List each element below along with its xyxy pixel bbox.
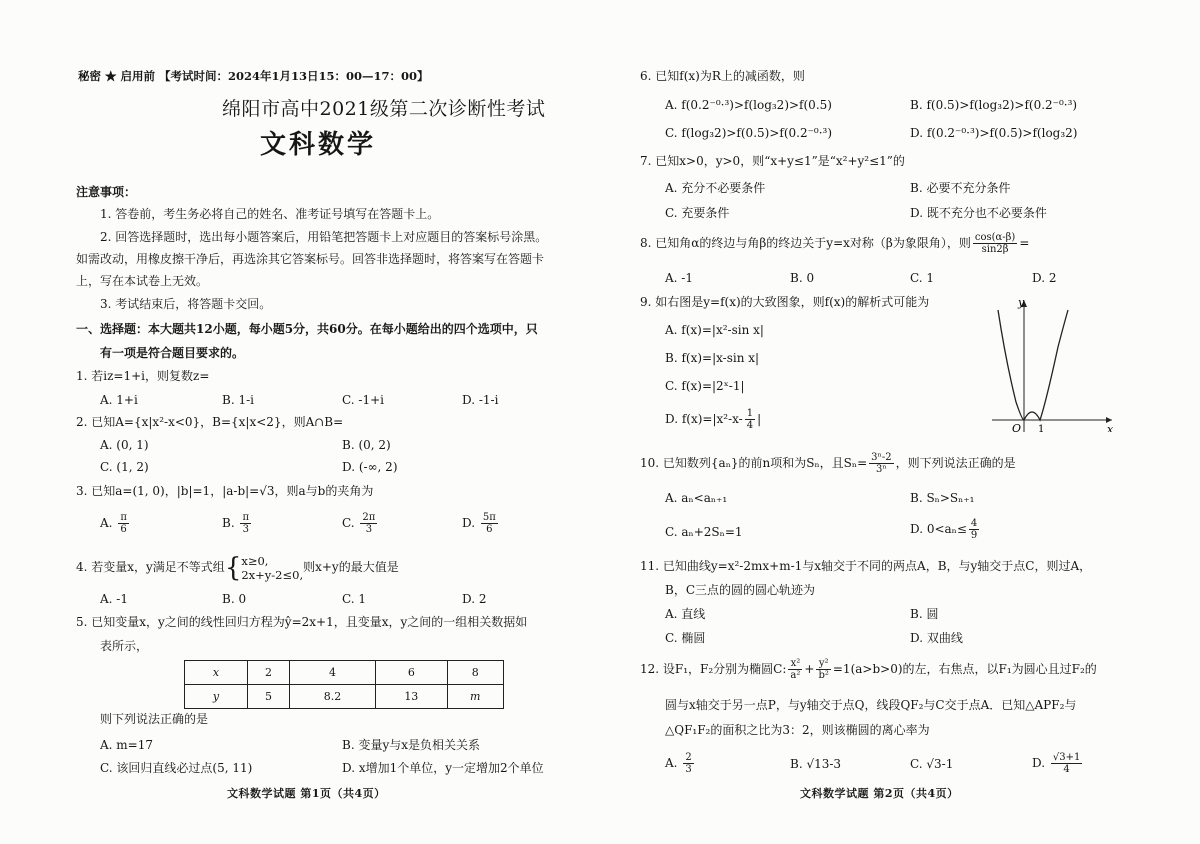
q1-stem: 1. 若iz=1+i，则复数z= <box>76 369 210 383</box>
fraction: $\frac{\pi}{6}$ <box>120 512 127 535</box>
tick-label-one: 1 <box>1038 424 1045 432</box>
q4-option-c: C. 1 <box>342 592 367 606</box>
table-cell: 8 <box>447 661 503 685</box>
q7-stem: 7. 已知x>0，y>0，则“x+y≤1”是“x²+y²≤1”的 <box>640 154 905 168</box>
table-cell: 8.2 <box>290 685 376 709</box>
page-footer: 文科数学试题 第2页（共4页） <box>800 787 959 800</box>
q3-option-c: C. $\frac{2\pi}{3}$ <box>342 512 376 535</box>
q5-stem: 5. 已知变量x，y之间的线性回归方程为ŷ=2x+1，且变量x，y之间的一组相关数据如 <box>76 615 528 629</box>
q7-option-c: C. 充要条件 <box>665 206 730 220</box>
table-cell: 13 <box>376 685 447 709</box>
q10-option-b: B. Sₙ>Sₙ₊₁ <box>910 491 975 505</box>
q5-stem-cont: 表所示， <box>100 639 149 653</box>
table-cell: 4 <box>290 661 376 685</box>
q7-option-a: A. 充分不必要条件 <box>665 181 766 195</box>
q12-option-c: C. √3-1 <box>910 757 954 771</box>
table-cell: y <box>185 685 248 709</box>
fraction: $\frac{\text{y²}}{\text{b²}}$ <box>818 658 829 681</box>
notice-line: 如需改动，用橡皮擦干净后，再选涂其它答案标号。回答非选择题时，将答案写在答题卡 <box>76 252 545 266</box>
q9-option-b: B. f(x)=|x-sin x| <box>665 351 760 365</box>
section-heading-cont: 有一项是符合题目要求的。 <box>100 346 245 360</box>
left-page <box>70 0 550 844</box>
q3-option-b: B. $\frac{\pi}{3}$ <box>222 512 250 535</box>
q3-option-a: A. $\frac{\pi}{6}$ <box>100 512 127 535</box>
secret-header: 秘密 ★ 启用前 【考试时间：2024年1月13日15：00—17：00】 <box>78 69 429 83</box>
fraction: $\frac{2\pi}{3}$ <box>362 512 376 535</box>
q11-option-d: D. 双曲线 <box>910 631 963 645</box>
curve <box>998 310 1068 420</box>
fraction: $\frac{4}{9}$ <box>970 518 978 541</box>
q10-stem: 10. 已知数列{aₙ}的前n项和为Sₙ，且Sₙ= $\frac{\text{3ⁿ-2}}{\text{3ⁿ}}$ ，则下列说法正确的是 <box>640 452 1016 475</box>
notice-line: 上，写在本试卷上无效。 <box>76 274 209 288</box>
table-cell: 6 <box>376 661 447 685</box>
page-footer: 文科数学试题 第1页（共4页） <box>227 787 386 800</box>
table-cell: 2 <box>248 661 290 685</box>
q9-option-a: A. f(x)=|x²-sin x| <box>665 323 764 337</box>
q8-option-b: B. 0 <box>790 271 815 285</box>
q4-option-d: D. 2 <box>462 592 487 606</box>
fraction: $\frac{5\pi}{6}$ <box>482 512 496 535</box>
notice-line: 3. 考试结束后，将答题卡交回。 <box>100 297 272 311</box>
q6-option-c: C. f(log₃2)>f(0.5)>f(0.2⁻⁰·³) <box>665 126 833 140</box>
q10-option-d: D. 0<aₙ≤ $\frac{4}{9}$ <box>910 518 978 541</box>
notice-line: 2. 回答选择题时，选出每小题答案后，用铅笔把答题卡上对应题目的答案标号涂黑。 <box>100 230 548 244</box>
q6-option-b: B. f(0.5)>f(log₃2)>f(0.2⁻⁰·³) <box>910 98 1078 112</box>
q8-stem: 8. 已知角α的终边与角β的终边关于y=x对称（β为象限角），则 $\frac{\cos(\alpha-\beta)}{\sin 2\beta}$ = <box>640 232 1030 255</box>
q10-option-c: C. aₙ+2Sₙ=1 <box>665 525 743 539</box>
x-axis-label: x <box>1107 423 1114 432</box>
q5-data-table <box>184 660 504 709</box>
y-axis-label: y <box>1018 296 1025 309</box>
q2-stem: 2. 已知A={x|x²-x<0}，B={x|x<2}，则A∩B= <box>76 415 344 429</box>
q2-option-d: D. (-∞, 2) <box>342 460 398 474</box>
notice-line: 1. 答卷前，考生务必将自己的姓名、准考证号填写在答题卡上。 <box>100 207 440 221</box>
q5-option-d: D. x增加1个单位，y一定增加2个单位 <box>342 761 544 775</box>
q12-stem-cont: 圆与x轴交于另一点P，与y轴交于点Q，线段QF₂与C交于点A．已知△APF₂与 <box>665 698 1077 712</box>
q1-option-a: A. 1+i <box>100 393 138 407</box>
q12-stem-question: △QF₁F₂的面积之比为3：2，则该椭圆的离心率为 <box>665 723 930 737</box>
q3-option-d: D. $\frac{5\pi}{6}$ <box>462 512 496 535</box>
q1-option-b: B. 1-i <box>222 393 254 407</box>
q4-option-b: B. 0 <box>222 592 247 606</box>
q12-option-b: B. √13-3 <box>790 757 842 771</box>
right-page <box>640 0 1114 844</box>
q11-option-c: C. 椭圆 <box>665 631 706 645</box>
fraction: $\frac{√3+1}{4}$ <box>1052 752 1081 775</box>
q11-stem-cont: B，C三点的圆的圆心轨迹为 <box>665 583 816 597</box>
q2-option-c: C. (1, 2) <box>100 460 149 474</box>
q1-option-d: D. -1-i <box>462 393 499 407</box>
q6-option-d: D. f(0.2⁻⁰·³)>f(0.5)>f(log₃2) <box>910 126 1078 140</box>
fraction: $\frac{\text{3ⁿ-2}}{\text{3ⁿ}}$ <box>871 452 892 475</box>
table-cell: m <box>447 685 503 709</box>
q7-option-d: D. 既不充分也不必要条件 <box>910 206 1047 220</box>
q6-option-a: A. f(0.2⁻⁰·³)>f(log₃2)>f(0.5) <box>665 98 832 112</box>
q12-option-d: D. $\frac{√3+1}{4}$ <box>1032 752 1081 775</box>
q11-option-b: B. 圆 <box>910 607 939 621</box>
section-heading: 一、选择题：本大题共12小题，每小题5分，共60分。在每小题给出的四个选项中，只 <box>76 322 538 336</box>
q4-stem: 4. 若变量x，y满足不等式组{ x≥0, 2x+y-2≤0, 则x+y的最大值是 <box>76 552 399 583</box>
table-row <box>185 661 504 685</box>
fraction: $\frac{1}{4}$ <box>746 408 754 431</box>
q10-option-a: A. aₙ<aₙ₊₁ <box>665 491 728 505</box>
q5-stem-question: 则下列说法正确的是 <box>100 712 209 726</box>
q8-option-c: C. 1 <box>910 271 935 285</box>
q6-stem: 6. 已知f(x)为R上的减函数，则 <box>640 69 805 83</box>
q5-option-c: C. 该回归直线必过点(5, 11) <box>100 761 253 775</box>
table-row <box>185 685 504 709</box>
q7-option-b: B. 必要不充分条件 <box>910 181 1011 195</box>
q9-option-d: D. f(x)=|x²-x- $\frac{1}{4}$ | <box>665 408 762 431</box>
q5-option-a: A. m=17 <box>100 738 153 752</box>
fraction: $\frac{\pi}{3}$ <box>242 512 250 535</box>
q1-option-c: C. -1+i <box>342 393 384 407</box>
q12-option-a: A. $\frac{2}{3}$ <box>665 752 692 775</box>
table-cell: x <box>185 661 248 685</box>
table-cell: 5 <box>248 685 290 709</box>
q8-option-a: A. -1 <box>665 271 693 285</box>
q11-stem: 11. 已知曲线y=x²-2mx+m-1与x轴交于不同的两点A，B，与y轴交于点C，则过A， <box>640 559 1092 573</box>
subject-title: 文科数学 <box>260 130 377 160</box>
q3-stem: 3. 已知a=(1, 0)，|b|=1，|a-b|=√3，则a与b的夹角为 <box>76 484 374 498</box>
q9-function-graph <box>992 292 1117 432</box>
q9-option-c: C. f(x)=|2ˣ-1| <box>665 379 745 393</box>
fraction: $\frac{2}{3}$ <box>685 752 692 775</box>
q8-option-d: D. 2 <box>1032 271 1057 285</box>
origin-label: O <box>1012 422 1022 432</box>
notice-title: 注意事项： <box>76 185 137 199</box>
q4-option-a: A. -1 <box>100 592 128 606</box>
fraction: $\frac{\cos(\alpha-\beta)}{\sin 2\beta}$ <box>974 232 1016 255</box>
q9-stem: 9. 如右图是y=f(x)的大致图象，则f(x)的解析式可能为 <box>640 295 930 309</box>
q12-stem: 12. 设F₁，F₂分别为椭圆C: $\frac{\text{x²}}{\text{a²}}$ + $\frac{\text{y²}}{\text{b²}}$ =1(a>b>0)的左，右焦点，以F₁为圆心且过F₂的 <box>640 658 1097 681</box>
q2-option-a: A. (0, 1) <box>100 438 149 452</box>
q2-option-b: B. (0, 2) <box>342 438 391 452</box>
exam-title: 绵阳市高中2021级第二次诊断性考试 <box>222 98 546 120</box>
inequality-system: x≥0, 2x+y-2≤0, <box>241 553 304 582</box>
q11-option-a: A. 直线 <box>665 607 706 621</box>
q5-option-b: B. 变量y与x是负相关关系 <box>342 738 480 752</box>
fraction: $\frac{\text{x²}}{\text{a²}}$ <box>790 658 801 681</box>
